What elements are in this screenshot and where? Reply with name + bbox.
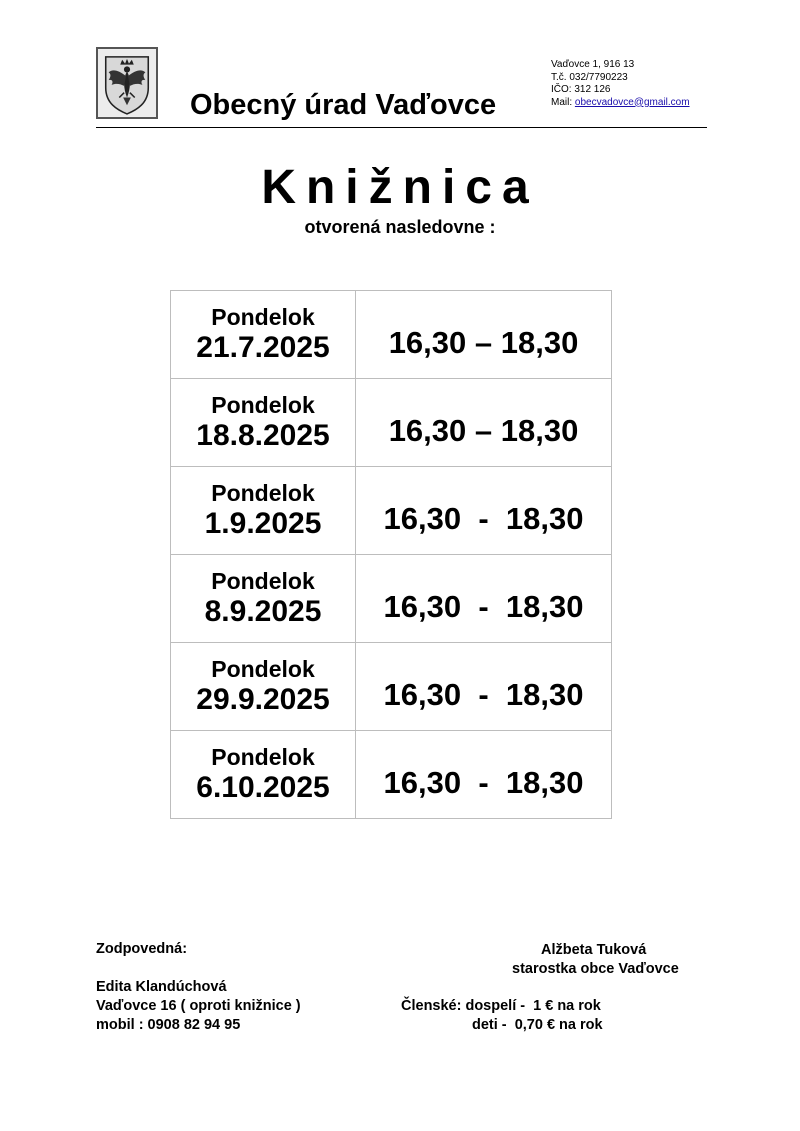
mail-prefix: Mail:: [551, 96, 575, 108]
table-row: [171, 555, 612, 643]
contact-phone: T.č. 032/7790223: [551, 71, 628, 83]
weekday: Pondelok: [211, 304, 315, 330]
contact-ico: IČO: 312 126: [551, 84, 611, 95]
opening-hours: 16,30 - 18,30: [383, 764, 584, 800]
opening-hours: 16,30 - 18,30: [383, 500, 584, 536]
table-row: [171, 379, 612, 467]
day-cell: [171, 555, 356, 643]
weekday: Pondelok: [211, 656, 315, 682]
contact-mail: [551, 97, 690, 110]
mail-link[interactable]: obecvadovce@gmail.com: [574, 96, 690, 108]
office-title: Obecný úrad Vaďovce: [190, 89, 497, 121]
opening-hours: 16,30 – 18,30: [388, 412, 579, 448]
contact-address: Vaďovce 1, 916 13: [551, 59, 635, 70]
mayor-name: Alžbeta Tuková: [541, 942, 647, 958]
time-cell: [356, 291, 612, 379]
date: 6.10.2025: [196, 771, 330, 804]
table-row: [171, 643, 612, 731]
opening-hours: 16,30 - 18,30: [383, 676, 584, 712]
opening-hours: 16,30 – 18,30: [388, 324, 579, 360]
responsible-phone: mobil : 0908 82 94 95: [96, 1017, 241, 1033]
weekday: Pondelok: [211, 480, 315, 506]
opening-hours-table: [170, 290, 612, 819]
page-subtitle: otvorená nasledovne :: [304, 217, 496, 237]
time-cell: [356, 731, 612, 819]
time-cell: [356, 643, 612, 731]
time-cell: [356, 555, 612, 643]
date: 8.9.2025: [204, 595, 322, 628]
responsible-name: Edita Klandúchová: [96, 979, 227, 995]
day-cell: [171, 643, 356, 731]
day-cell: [171, 731, 356, 819]
opening-hours: 16,30 - 18,30: [383, 588, 584, 624]
header-divider: [96, 127, 707, 128]
coat-of-arms-icon: [96, 47, 158, 119]
page-title: Knižnica: [261, 161, 539, 214]
weekday: Pondelok: [211, 392, 315, 418]
weekday: Pondelok: [211, 744, 315, 770]
date: 1.9.2025: [204, 507, 322, 540]
day-cell: [171, 467, 356, 555]
responsible-label: Zodpovedná:: [96, 941, 188, 957]
table-row: [171, 291, 612, 379]
time-cell: [356, 467, 612, 555]
date: 18.8.2025: [196, 419, 330, 452]
contact-block: [551, 59, 690, 109]
mayor-title: starostka obce Vaďovce: [512, 961, 679, 977]
responsible-address: Vaďovce 16 ( oproti knižnice ): [96, 998, 301, 1014]
date: 21.7.2025: [196, 331, 330, 364]
date: 29.9.2025: [196, 683, 330, 716]
day-cell: [171, 291, 356, 379]
table-row: [171, 467, 612, 555]
time-cell: [356, 379, 612, 467]
weekday: Pondelok: [211, 568, 315, 594]
day-cell: [171, 379, 356, 467]
membership-fee-children: deti - 0,70 € na rok: [472, 1017, 603, 1033]
membership-fee-adults: Členské: dospelí - 1 € na rok: [401, 998, 601, 1014]
table-row: [171, 731, 612, 819]
